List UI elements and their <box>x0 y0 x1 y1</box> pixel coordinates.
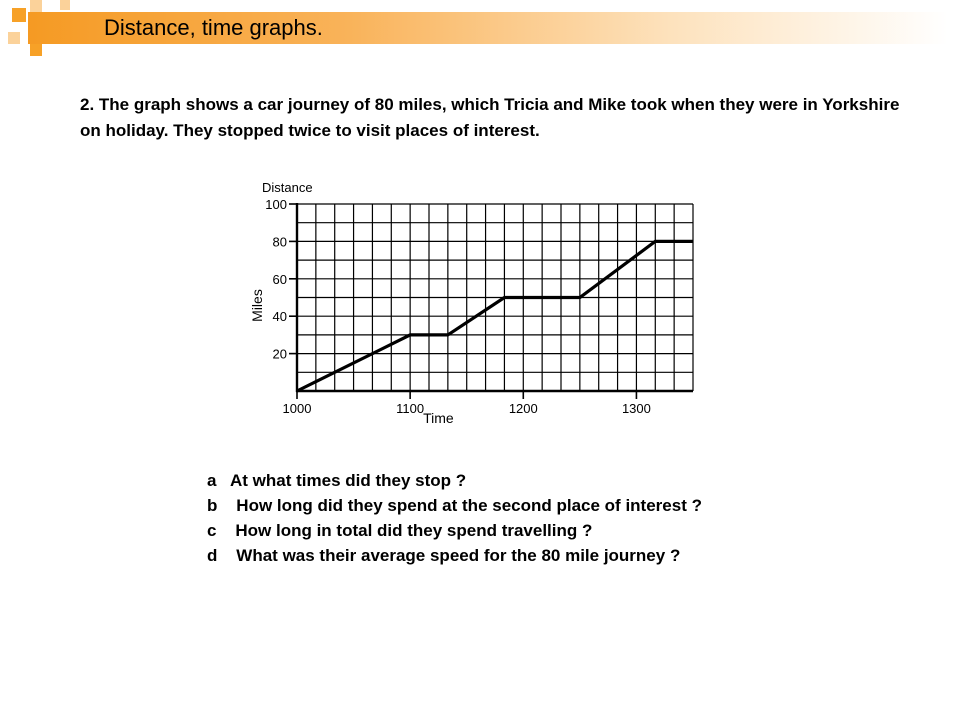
sub-question-text: How long did they spend at the second place of interest ? <box>236 496 702 515</box>
decor-square-5 <box>30 44 42 56</box>
x-tick-label: 1200 <box>508 401 538 416</box>
sub-question-letter: d <box>207 546 218 565</box>
y-tick-label: 20 <box>272 346 287 362</box>
sub-question-b <box>207 493 702 518</box>
sub-question-a <box>207 468 702 493</box>
chart-ticks <box>265 197 651 416</box>
slide-title: Distance, time graphs. <box>104 15 323 40</box>
sub-questions <box>207 468 702 568</box>
x-tick-label: 1300 <box>621 401 651 416</box>
sub-question-d <box>207 543 702 568</box>
y-tick-label: 100 <box>265 197 287 212</box>
sub-question-text: How long in total did they spend travelling ? <box>235 521 593 540</box>
y-tick-label: 80 <box>272 234 287 250</box>
sub-question-text: What was their average speed for the 80 mile journey ? <box>236 546 681 565</box>
sub-question-letter: b <box>207 496 218 515</box>
decor-square-1 <box>12 8 26 22</box>
x-tick-label: 1100 <box>396 401 425 416</box>
y-tick-label: 60 <box>272 271 287 287</box>
decor-square-4 <box>8 32 20 44</box>
sub-question-letter: c <box>207 521 217 540</box>
x-tick-label: 1000 <box>282 401 312 416</box>
y-axis-title: Distance <box>262 180 313 195</box>
x-axis-label: Time <box>423 410 454 426</box>
distance-time-chart <box>240 176 710 430</box>
sub-question-c <box>207 518 702 543</box>
sub-question-text: At what times did they stop ? <box>230 471 467 490</box>
question-text: 2. The graph shows a car journey of 80 miles, which Tricia and Mike took when they were in Yorkshire on holiday. They stopped twice to visit places of interest. <box>80 95 900 140</box>
chart-svg <box>240 176 710 430</box>
y-tick-label: 40 <box>272 309 287 325</box>
sub-question-letter: a <box>207 471 217 490</box>
decor-square-6 <box>60 0 70 10</box>
y-axis-label: Miles <box>249 289 265 322</box>
decor-square-2 <box>30 0 42 12</box>
